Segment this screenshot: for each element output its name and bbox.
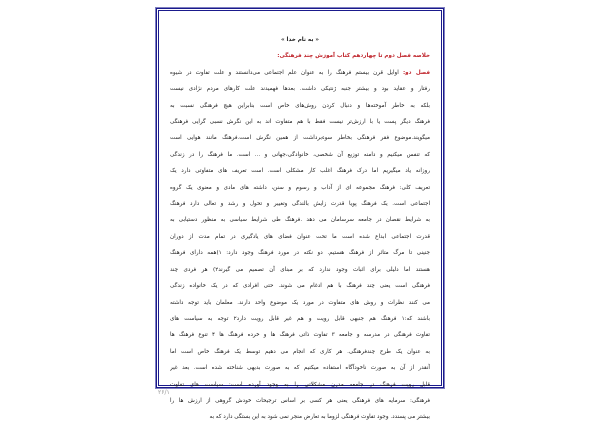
paragraph-line: به شرایط نقصان در جامعه سرسامان می دهد .فرهنگ طی شرایط سیاسی به منظور دستیابی به <box>170 217 430 224</box>
paragraph-line: هستند اما دلیلی برای اثبات وجود ندارد که بر مبنای آن تصمیم می گیرند۲) هر فردی چند <box>170 266 430 273</box>
chapter-label: فصل دو: <box>402 69 430 76</box>
paragraph-line: به عنوان یک طرح چندفرهنگی. هر کاری که انجام می دهیم توسط یک فرهنگ خاص است اما <box>170 348 430 355</box>
paragraph-line: اجتماعی است. یک فرهنگ پویا قدرت زایش بالندگی وتغییر و تحول و رشد و تعالی دارد فرهنگ <box>170 201 430 208</box>
paragraph-line: باشند که:۱ فرهنگ هم جنبهی قابل رویت و هم غیر قابل رویت دارد۲ توجه به سیاست های <box>170 315 430 322</box>
paragraph-line: میگویند.موضوع فقر فرهنگی بخاطر سوءبرداشت از همین نگرش است.فرهنگ مانند هوایی است <box>170 135 430 142</box>
paragraph-line: روزانه یاد میگیریم اما درک فرهنگ اغلب کار مشکلی است. است تعریف های متفاوتی دارد یک <box>170 168 430 175</box>
paragraph-line: قابل رویت فرهنگ در جامعه مدرن مشکلاتی را به وجود آورده است: سیاست های تفاوت <box>170 381 430 388</box>
page-number: ۲۶/۱ <box>158 389 170 396</box>
paragraph-line: بلکه به خاطر آموخته‌ها و دنبال کردن روش‌های خاص است بنابراین هیچ فرهنگی نسبت به <box>170 102 430 109</box>
paragraph-line: فصل دو: اوایل قرن بیستم فرهنگ را به عنوان علم اجتماعی می‌دانستند و علت تفاوت در شیوه <box>170 69 430 76</box>
paragraph-line: آنقدر از آن به صورت ناخودآگاه استفاده میکنیم که به صورت بدیهی شناخته شده است. بعد غیر <box>170 365 430 372</box>
paragraph-line: فرهنگ دیگر پست یا با ارزش‌تر نیست فقط با هم متفاوت اند به این نگرش نسبی گرایی فرهنگی <box>170 119 430 126</box>
paragraph-line: رفتار و عقاید بود و بیشتر جنبه ژنتیکی داشت. بعدها فهمیدند علت کارهای مردم نژادی نیست <box>170 86 430 93</box>
document-body <box>170 32 430 426</box>
paragraph-line: می کنند نظرات و روش های متفاوت در مورد یک موضوع واحد دارند. معلمان باید توجه داشته <box>170 299 430 306</box>
paragraph-line: فرهنگی است یعنی چند فرهنگ با هم ادغام می شوند. حتی افرادی که در یک خانواده زندگی <box>170 283 430 290</box>
paragraph-line: فرهنگی: سرمایه های فرهنگی یعنی هر کسی بر اساس ترجیحات خودش گروهی از ارزش ها را <box>170 397 430 404</box>
paragraph-line: تفاوت فرهنگی در مدرسه و جامعه ۳ تفاوت ذاتی فرهنگ ها و خرده فرهنگ ها ۴ تنوع فرهنگ ها <box>170 332 430 339</box>
paragraph-line: قدرت اجتماعی ابداع شده است ما تحت عنوان فضای های یادگیری در تمام مدت از دوران <box>170 233 430 240</box>
paragraph-line: بیشتر می پسندد. وجود تفاوت فرهنگی لزوما به تعارض منجر نمی شود به این بستگی دارد که به <box>209 414 430 421</box>
basmala-heading: « به نام خدا » <box>281 37 319 43</box>
document-subtitle: خلاصه فصل دوم تا چهاردهم کتاب آموزش چند فرهنگی: <box>277 53 430 60</box>
paragraph-line: تعریف کلی: فرهنگ مجموعه ای از آداب و رسوم و سنن، داشته های مادی و معنوی یک گروه <box>170 184 430 191</box>
paragraph-line: جنینی تا مرگ متاثر از فرهنگ هستیم. دو نکته در مورد فرهنگ وجود دارد: ۱)همه دارای فرهنگ <box>170 250 430 257</box>
paragraph-line: که تنفس میکنیم و دامنه توزیع آن شخصی، خانوادگی،جهانی و ... است. ما فرهنگ را در زندگی <box>170 151 430 158</box>
